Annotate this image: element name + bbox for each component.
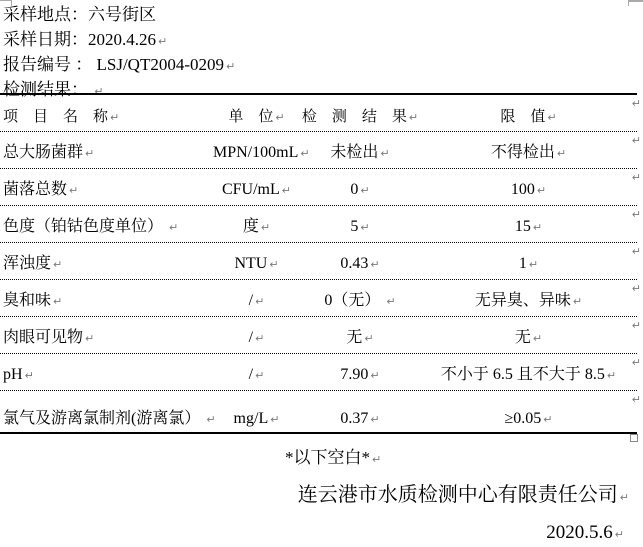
result-cell: 0.43 ↵ <box>340 255 380 273</box>
row-end-mark: ↵ <box>631 97 641 110</box>
paragraph-mark: ↵ <box>53 258 63 272</box>
item-name-cell: 浑浊度 ↵ <box>3 255 63 273</box>
paragraph-mark: ↵ <box>260 221 271 235</box>
table-row <box>0 169 641 206</box>
sampling-date-line <box>3 27 235 52</box>
row-end-mark: ↵ <box>631 393 641 406</box>
paragraph-mark: ↵ <box>532 221 543 235</box>
paragraph-mark: ↵ <box>110 110 120 124</box>
paragraph-mark: ↵ <box>69 184 79 198</box>
limit-cell: 不小于 6.5 且不大于 8.5 ↵ <box>440 366 617 384</box>
unit-cell: NTU ↵ <box>234 255 279 273</box>
unit-cell: / ↵ <box>248 292 265 310</box>
result-cell: 5 ↵ <box>350 218 370 236</box>
header-result: 检 测 结 果 ↵ <box>301 108 419 125</box>
blank-note: *以下空白* ↵ <box>285 448 382 467</box>
unit-cell: mg/L ↵ <box>233 410 280 428</box>
report-number-line <box>3 52 235 77</box>
result-cell: 未检出 ↵ <box>330 144 390 162</box>
paragraph-mark: ↵ <box>556 147 567 161</box>
paragraph-mark: ↵ <box>255 332 265 346</box>
table-end-mark <box>630 434 638 442</box>
paragraph-mark: ↵ <box>269 258 279 272</box>
row-end-mark: ↵ <box>631 282 641 295</box>
paragraph-mark: ↵ <box>606 369 617 383</box>
paragraph-mark: ↵ <box>532 332 543 346</box>
paragraph-mark: ↵ <box>255 369 265 383</box>
paragraph-mark: ↵ <box>85 332 95 346</box>
paragraph-mark: ↵ <box>255 295 265 309</box>
paragraph-mark: ↵ <box>372 453 382 466</box>
table-row <box>0 280 641 317</box>
paragraph-mark: ↵ <box>386 295 396 309</box>
table-row <box>0 391 641 434</box>
paragraph-mark: ↵ <box>169 221 179 235</box>
unit-cell: MPN/100mL ↵ <box>213 144 310 162</box>
item-name-cell: 总大肠菌群 ↵ <box>3 144 95 162</box>
row-end-mark: ↵ <box>631 208 641 221</box>
company-name: 连云港市水质检测中心有限责任公司 ↵ <box>297 484 629 506</box>
paragraph-mark: ↵ <box>408 110 419 124</box>
header-item-name: 项 目 名 称 ↵ <box>3 108 120 125</box>
paragraph-mark: ↵ <box>370 413 380 427</box>
limit-cell: 不得检出 ↵ <box>490 144 567 162</box>
result-cell: 7.90 ↵ <box>340 366 380 384</box>
paragraph-mark: ↵ <box>380 147 390 161</box>
unit-cell: / ↵ <box>248 329 265 347</box>
limit-cell: ≥0.05 ↵ <box>504 410 553 428</box>
table-row <box>0 206 641 243</box>
header-unit: 单 位 ↵ <box>228 108 285 125</box>
results-table <box>0 93 641 434</box>
paragraph-mark: ↵ <box>360 221 370 235</box>
paragraph-mark: ↵ <box>614 528 624 541</box>
item-name-cell: 臭和味 ↵ <box>3 292 63 310</box>
table-row <box>0 243 641 280</box>
paragraph-mark: ↵ <box>370 369 380 383</box>
paragraph-mark: ↵ <box>619 491 629 504</box>
row-end-mark: ↵ <box>631 245 641 258</box>
paragraph-mark: ↵ <box>281 184 291 198</box>
paragraph-mark: ↵ <box>364 332 374 346</box>
table-row <box>0 317 641 354</box>
sampling-date-text: 采样日期：2020.4.26 <box>3 30 156 49</box>
paragraph-mark: ↵ <box>300 147 310 161</box>
paragraph-mark: ↵ <box>24 369 34 383</box>
paragraph-mark: ↵ <box>536 184 547 198</box>
paragraph-mark: ↵ <box>370 258 380 272</box>
paragraph-mark: ↵ <box>547 110 557 124</box>
row-end-mark: ↵ <box>631 171 641 184</box>
paragraph-mark: ↵ <box>85 147 95 161</box>
result-cell: 0 ↵ <box>350 181 370 199</box>
page-corner-mark-top-right <box>628 0 643 6</box>
item-name-cell: pH ↵ <box>3 366 34 384</box>
report-number-text: 报告编号 ： LSJ/QT2004-0209 <box>3 55 224 74</box>
unit-cell: 度 ↵ <box>242 218 271 236</box>
row-end-mark: ↵ <box>631 356 641 369</box>
item-name-cell: 肉眼可见物 ↵ <box>3 329 95 347</box>
limit-cell: 15 ↵ <box>514 218 543 236</box>
paragraph-mark: ↵ <box>270 413 280 427</box>
table-row <box>0 132 641 169</box>
paragraph-mark: ↵ <box>360 184 370 198</box>
paragraph-mark: ↵ <box>275 110 285 124</box>
row-end-mark: ↵ <box>631 319 641 332</box>
paragraph-mark: ↵ <box>53 295 63 309</box>
result-label-text: 检测结果： <box>3 80 93 99</box>
paragraph-mark: ↵ <box>206 413 216 427</box>
paragraph-mark: ↵ <box>528 258 539 272</box>
unit-cell: CFU/mL ↵ <box>221 181 291 199</box>
limit-cell: 无 ↵ <box>514 329 543 347</box>
row-end-mark: ↵ <box>631 134 641 147</box>
limit-cell: 100 ↵ <box>510 181 547 199</box>
sampling-location-text: 采样地点：六号街区 <box>3 5 156 24</box>
paragraph-mark: ↵ <box>572 295 583 309</box>
report-info-block <box>3 2 235 102</box>
item-name-cell: 色度（铂钴色度单位） ↵ <box>3 218 179 236</box>
paragraph-mark: ↵ <box>94 85 104 98</box>
header-limit: 限 值 ↵ <box>500 108 557 125</box>
result-cell: 无 ↵ <box>346 329 374 347</box>
paragraph-mark: ↵ <box>543 413 553 427</box>
limit-cell: 1 ↵ <box>518 255 539 273</box>
table-header-row <box>0 95 641 132</box>
result-cell: 0（无） ↵ <box>324 292 396 310</box>
paragraph-mark: ↵ <box>158 35 168 48</box>
limit-cell: 无异臭、异味 ↵ <box>474 292 583 310</box>
paragraph-mark: ↵ <box>226 60 236 73</box>
sampling-location-line <box>3 2 235 27</box>
item-name-cell: 氯气及游离氯制剂(游离氯） ↵ <box>3 410 216 428</box>
table-row <box>0 354 641 391</box>
result-cell: 0.37 ↵ <box>340 410 380 428</box>
unit-cell: / ↵ <box>248 366 265 384</box>
item-name-cell: 菌落总数 ↵ <box>3 181 79 199</box>
report-date: 2020.5.6 ↵ <box>546 522 624 543</box>
